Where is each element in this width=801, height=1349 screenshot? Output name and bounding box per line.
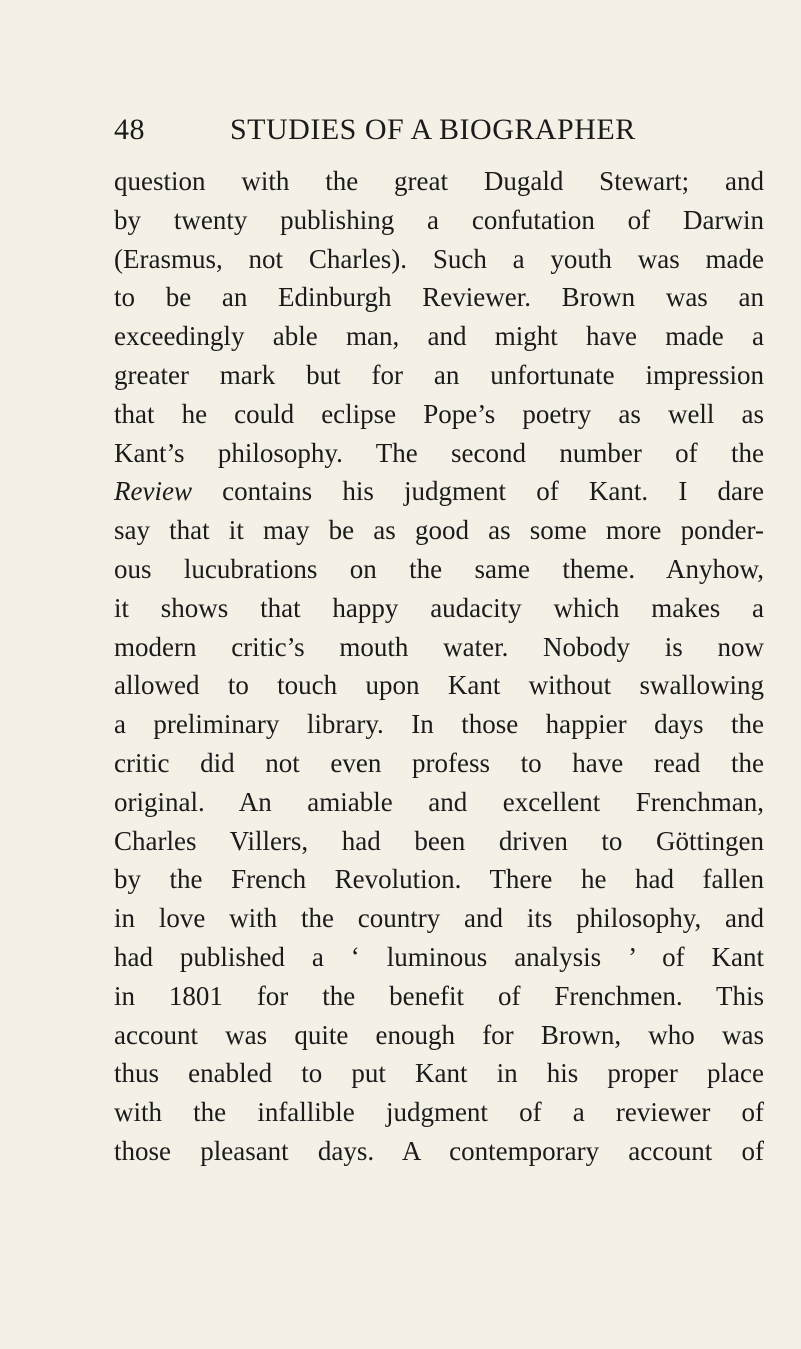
text-line: thus enabled to put Kant in his proper place: [114, 1058, 764, 1089]
text-line: in 1801 for the benefit of Frenchmen. This: [114, 980, 764, 1011]
text-line: modern critic’s mouth water. Nobody is now: [114, 631, 764, 662]
running-head: [114, 108, 764, 152]
text-line: original. An amiable and excellent Frenchman,: [114, 786, 764, 817]
running-title: STUDIES OF A BIOGRAPHER: [230, 113, 636, 146]
line-text: contains his judgment of Kant. I dare: [191, 476, 764, 507]
text-line: that he could eclipse Pope’s poetry as well as: [114, 398, 764, 429]
body-text: [114, 162, 764, 1171]
italic-title: Review: [114, 476, 192, 507]
text-line: with the infallible judgment of a reviewer of: [114, 1097, 764, 1128]
text-line: say that it may be as good as some more ponder-: [114, 515, 764, 546]
text-line: exceedingly able man, and might have made a: [114, 321, 764, 352]
text-line: allowed to touch upon Kant without swallowing: [114, 670, 764, 701]
page-number: 48: [114, 113, 145, 146]
text-line: (Erasmus, not Charles). Such a youth was made: [114, 243, 764, 274]
text-line: ous lucubrations on the same theme. Anyhow,: [114, 553, 764, 584]
text-line: critic did not even profess to have read the: [114, 747, 764, 778]
text-line: Charles Villers, had been driven to Göttingen: [114, 825, 764, 856]
text-line: question with the great Dugald Stewart; and: [114, 166, 764, 196]
text-line: it shows that happy audacity which makes a: [114, 592, 764, 623]
text-line: in love with the country and its philosophy, and: [114, 903, 764, 934]
text-line: [114, 472, 764, 511]
text-line: had published a ‘ luminous analysis ’ of Kant: [114, 941, 764, 972]
text-line: to be an Edinburgh Reviewer. Brown was an: [114, 282, 764, 313]
text-line: Kant’s philosophy. The second number of the: [114, 437, 764, 468]
text-line: by the French Revolution. There he had fallen: [114, 864, 764, 895]
text-line: those pleasant days. A contemporary account of: [114, 1135, 764, 1166]
text-line: by twenty publishing a confutation of Darwin: [114, 204, 764, 235]
text-line: greater mark but for an unfortunate impression: [114, 359, 764, 390]
text-line: account was quite enough for Brown, who was: [114, 1019, 764, 1050]
text-line: a preliminary library. In those happier days the: [114, 709, 764, 740]
